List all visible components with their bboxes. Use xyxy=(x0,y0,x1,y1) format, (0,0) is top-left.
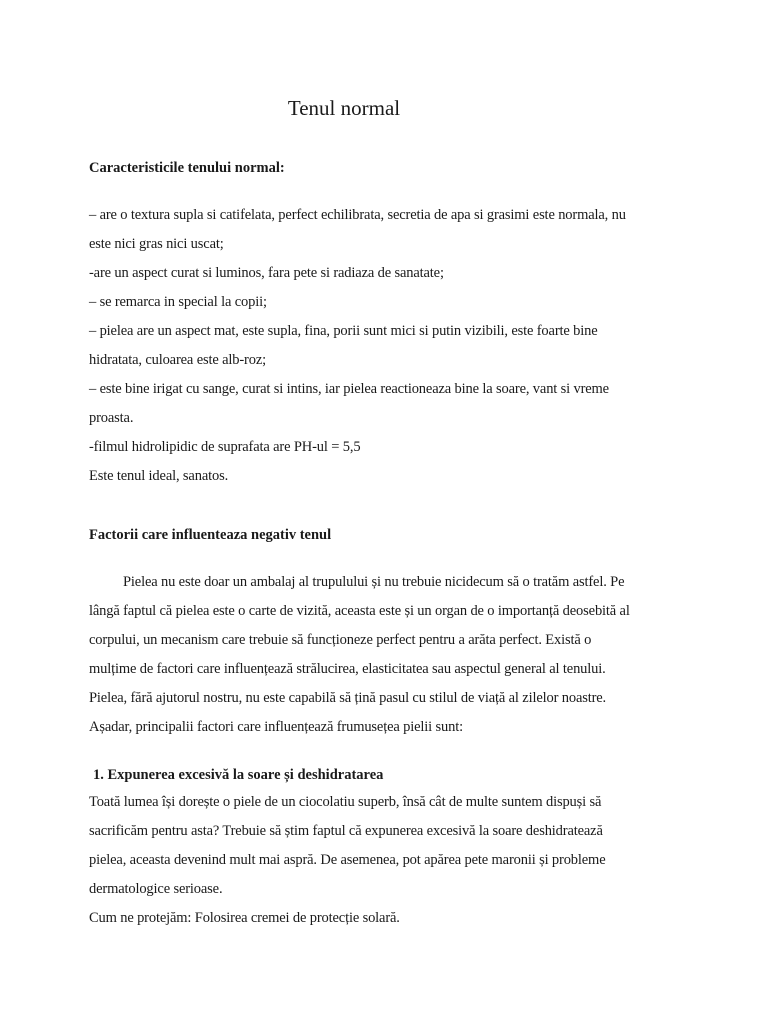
text-line: este nici gras nici uscat; xyxy=(89,236,224,252)
text-line: Cum ne protejăm: Folosirea cremei de protecție solară. xyxy=(89,910,400,926)
text-line: Pielea, fără ajutorul nostru, nu este capabilă să țină pasul cu stilul de viață al zilelor noastre. xyxy=(89,690,607,706)
text-line: -are un aspect curat si luminos, fara pete si radiaza de sanatate; xyxy=(89,265,444,281)
text-line: Este tenul ideal, sanatos. xyxy=(89,468,229,484)
page-title: Tenul normal xyxy=(287,96,401,120)
text-line: Așadar, principalii factori care influențează frumusețea pielii sunt: xyxy=(89,719,463,735)
text-line: pielea, aceasta devenind mult mai aspră. De asemenea, pot apărea pete maronii și probleme xyxy=(89,852,606,868)
text-line: dermatologice serioase. xyxy=(89,881,223,897)
text-line: proasta. xyxy=(89,410,134,426)
text-line: lângă faptul că pielea este o carte de vizită, aceasta este și un organ de o importanță deosebită al xyxy=(89,603,630,619)
text-line: – pielea are un aspect mat, este supla, fina, porii sunt mici si putin vizibili, este foarte bine xyxy=(89,323,598,339)
section-body-sun-exposure xyxy=(89,788,659,933)
text-line: – are o textura supla si catifelata, perfect echilibrata, secretia de apa si grasimi este normala, nu xyxy=(89,207,626,223)
text-line: -filmul hidrolipidic de suprafata are PH-ul = 5,5 xyxy=(89,439,361,455)
section-body-characteristics xyxy=(89,201,659,491)
text-line: Toată lumea își dorește o piele de un ciocolatiu superb, însă cât de multe suntem dispuși să xyxy=(89,794,602,810)
text-line: – este bine irigat cu sange, curat si intins, iar pielea reactioneaza bine la soare, vant si vreme xyxy=(89,381,609,397)
section-heading-negative-factors: Factorii care influenteaza negativ tenul xyxy=(89,527,332,543)
text-line: mulțime de factori care influențează strălucirea, elasticitatea sau aspectul general al tenului. xyxy=(89,661,606,677)
text-line: sacrificăm pentru asta? Trebuie să știm faptul că expunerea excesivă la soare deshidratează xyxy=(89,823,603,839)
text-line: hidratata, culoarea este alb-roz; xyxy=(89,352,267,368)
section-heading-sun-exposure: 1. Expunerea excesivă la soare și deshidratarea xyxy=(93,767,384,783)
text-line: Pielea nu este doar un ambalaj al trupulului și nu trebuie nicidecum să o tratăm astfel. Pe xyxy=(123,574,625,590)
section-heading-characteristics: Caracteristicile tenului normal: xyxy=(89,160,285,176)
text-line: corpului, un mecanism care trebuie să funcționeze perfect pentru a arăta perfect. Există o xyxy=(89,632,592,648)
text-line: – se remarca in special la copii; xyxy=(89,294,267,310)
section-body-negative-factors xyxy=(89,568,659,742)
